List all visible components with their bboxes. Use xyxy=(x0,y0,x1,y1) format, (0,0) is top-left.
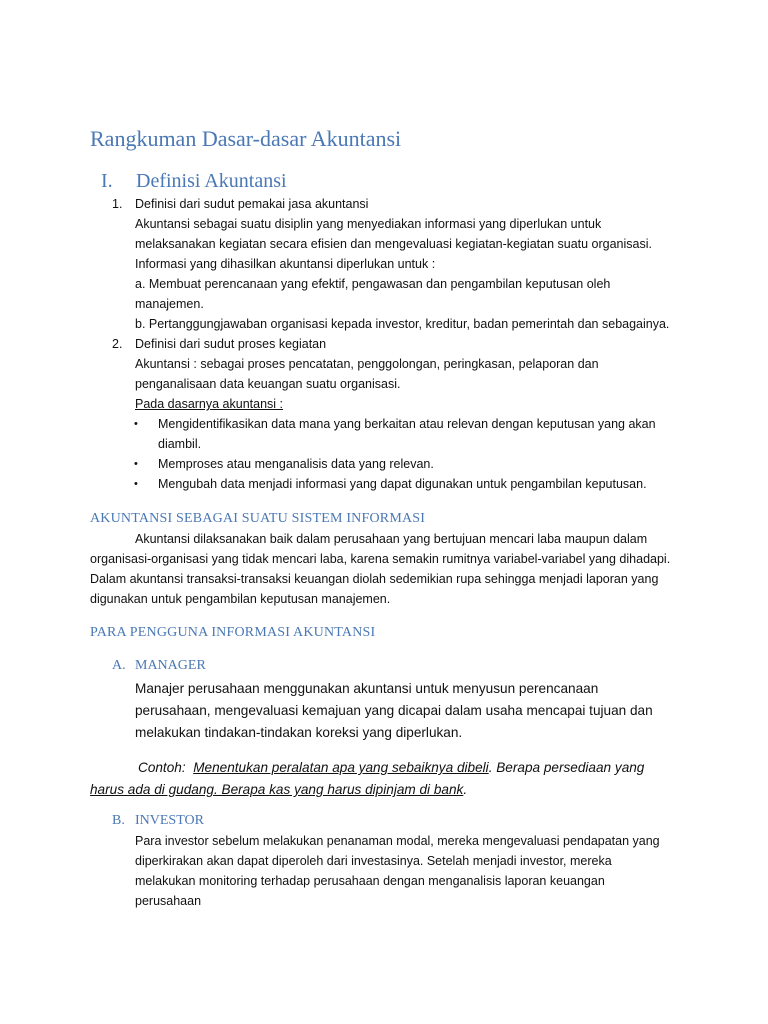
section-heading: AKUNTANSI SEBAGAI SUATU SISTEM INFORMASI xyxy=(90,511,426,526)
bullet-text: Memproses atau menganalisis data yang relevan. xyxy=(158,457,434,471)
paragraph-line: diperkirakan akan dapat diperoleh dari investasinya. Setelah menjadi investor, mereka xyxy=(135,854,612,868)
example-label: Contoh: xyxy=(138,760,186,775)
paragraph-line: Manajer perusahaan menggunakan akuntansi untuk menyusun perencanaan xyxy=(135,681,599,696)
basis-label: Pada dasarnya akuntansi : xyxy=(135,397,284,411)
example-text: . Berapa persediaan yang xyxy=(488,760,645,775)
paragraph-line: Akuntansi : sebagai proses pencatatan, penggolongan, peringkasan, pelaporan dan xyxy=(135,357,599,371)
paragraph-line: melakukan tindakan-tindakan koreksi yang diperlukan. xyxy=(135,725,463,740)
bullet-icon: • xyxy=(134,418,138,430)
item-heading: Definisi dari sudut pemakai jasa akuntansi xyxy=(135,197,369,211)
paragraph-line: manajemen. xyxy=(135,297,204,311)
item-heading: Definisi dari sudut proses kegiatan xyxy=(135,337,327,351)
paragraph-line: Informasi yang dihasilkan akuntansi diperlukan untuk : xyxy=(135,257,436,271)
example-line xyxy=(90,779,467,800)
paragraph-line: organisasi-organisasi yang tidak mencari laba, karena semakin rumitnya variabel-variabel yang dihadapi. xyxy=(90,552,671,566)
example-text: . xyxy=(463,782,468,797)
bullet-icon: • xyxy=(134,458,138,470)
example-text: harus ada di gudang xyxy=(90,782,214,797)
paragraph-line: a. Membuat perencanaan yang efektif, pengawasan dan pengambilan keputusan oleh xyxy=(135,277,611,291)
paragraph-line: penganalisaan data keuangan suatu organisasi. xyxy=(135,377,401,391)
section-heading: Definisi Akuntansi xyxy=(136,170,287,192)
paragraph-line: Dalam akuntansi transaksi-transaksi keuangan diolah sedemikian rupa sehingga menjadi laporan yang xyxy=(90,572,659,586)
bullet-text: Mengidentifikasikan data mana yang berkaitan atau relevan dengan keputusan yang akan xyxy=(158,417,656,431)
bullet-text: diambil. xyxy=(158,437,202,451)
paragraph-line: perusahaan, mengevaluasi kemajuan yang dicapai dalam usaha mencapai tujuan dan xyxy=(135,703,653,718)
subsection-letter: A. xyxy=(112,658,126,673)
list-number: 1. xyxy=(112,197,123,211)
paragraph-line: Para investor sebelum melakukan penanaman modal, mereka mengevaluasi pendapatan yang xyxy=(135,834,660,848)
list-number: 2. xyxy=(112,337,123,351)
example-text: Menentukan peralatan apa yang sebaiknya dibeli xyxy=(193,760,489,775)
section-heading: PARA PENGGUNA INFORMASI AKUNTANSI xyxy=(90,625,376,640)
subsection-heading: INVESTOR xyxy=(135,813,204,828)
subsection-letter: B. xyxy=(112,813,125,828)
bullet-icon: • xyxy=(134,478,138,490)
paragraph-line: digunakan untuk pengambilan keputusan manajemen. xyxy=(90,592,391,606)
paragraph-line: perusahaan xyxy=(135,894,202,908)
paragraph-line: Akuntansi sebagai suatu disiplin yang menyediakan informasi yang diperlukan untuk xyxy=(135,217,602,231)
example-text: . Berapa kas yang harus dipinjam di bank xyxy=(213,782,464,797)
paragraph-line: melaksanakan kegiatan secara efisien dan mengevaluasi kegiatan-kegiatan suatu organisasi. xyxy=(135,237,652,251)
subsection-heading: MANAGER xyxy=(135,658,206,673)
bullet-text: Mengubah data menjadi informasi yang dapat digunakan untuk pengambilan keputusan. xyxy=(158,477,647,491)
paragraph-line: Akuntansi dilaksanakan baik dalam perusahaan yang bertujuan mencari laba maupun dalam xyxy=(135,532,648,546)
section-number: I. xyxy=(101,170,113,192)
paragraph-line: melakukan monitoring terhadap perusahaan dengan menganalisis laporan keuangan xyxy=(135,874,605,888)
example-line xyxy=(138,757,644,778)
paragraph-line: b. Pertanggungjawaban organisasi kepada investor, kreditur, badan pemerintah dan sebagainya. xyxy=(135,317,670,331)
document-title: Rangkuman Dasar-dasar Akuntansi xyxy=(90,126,402,151)
